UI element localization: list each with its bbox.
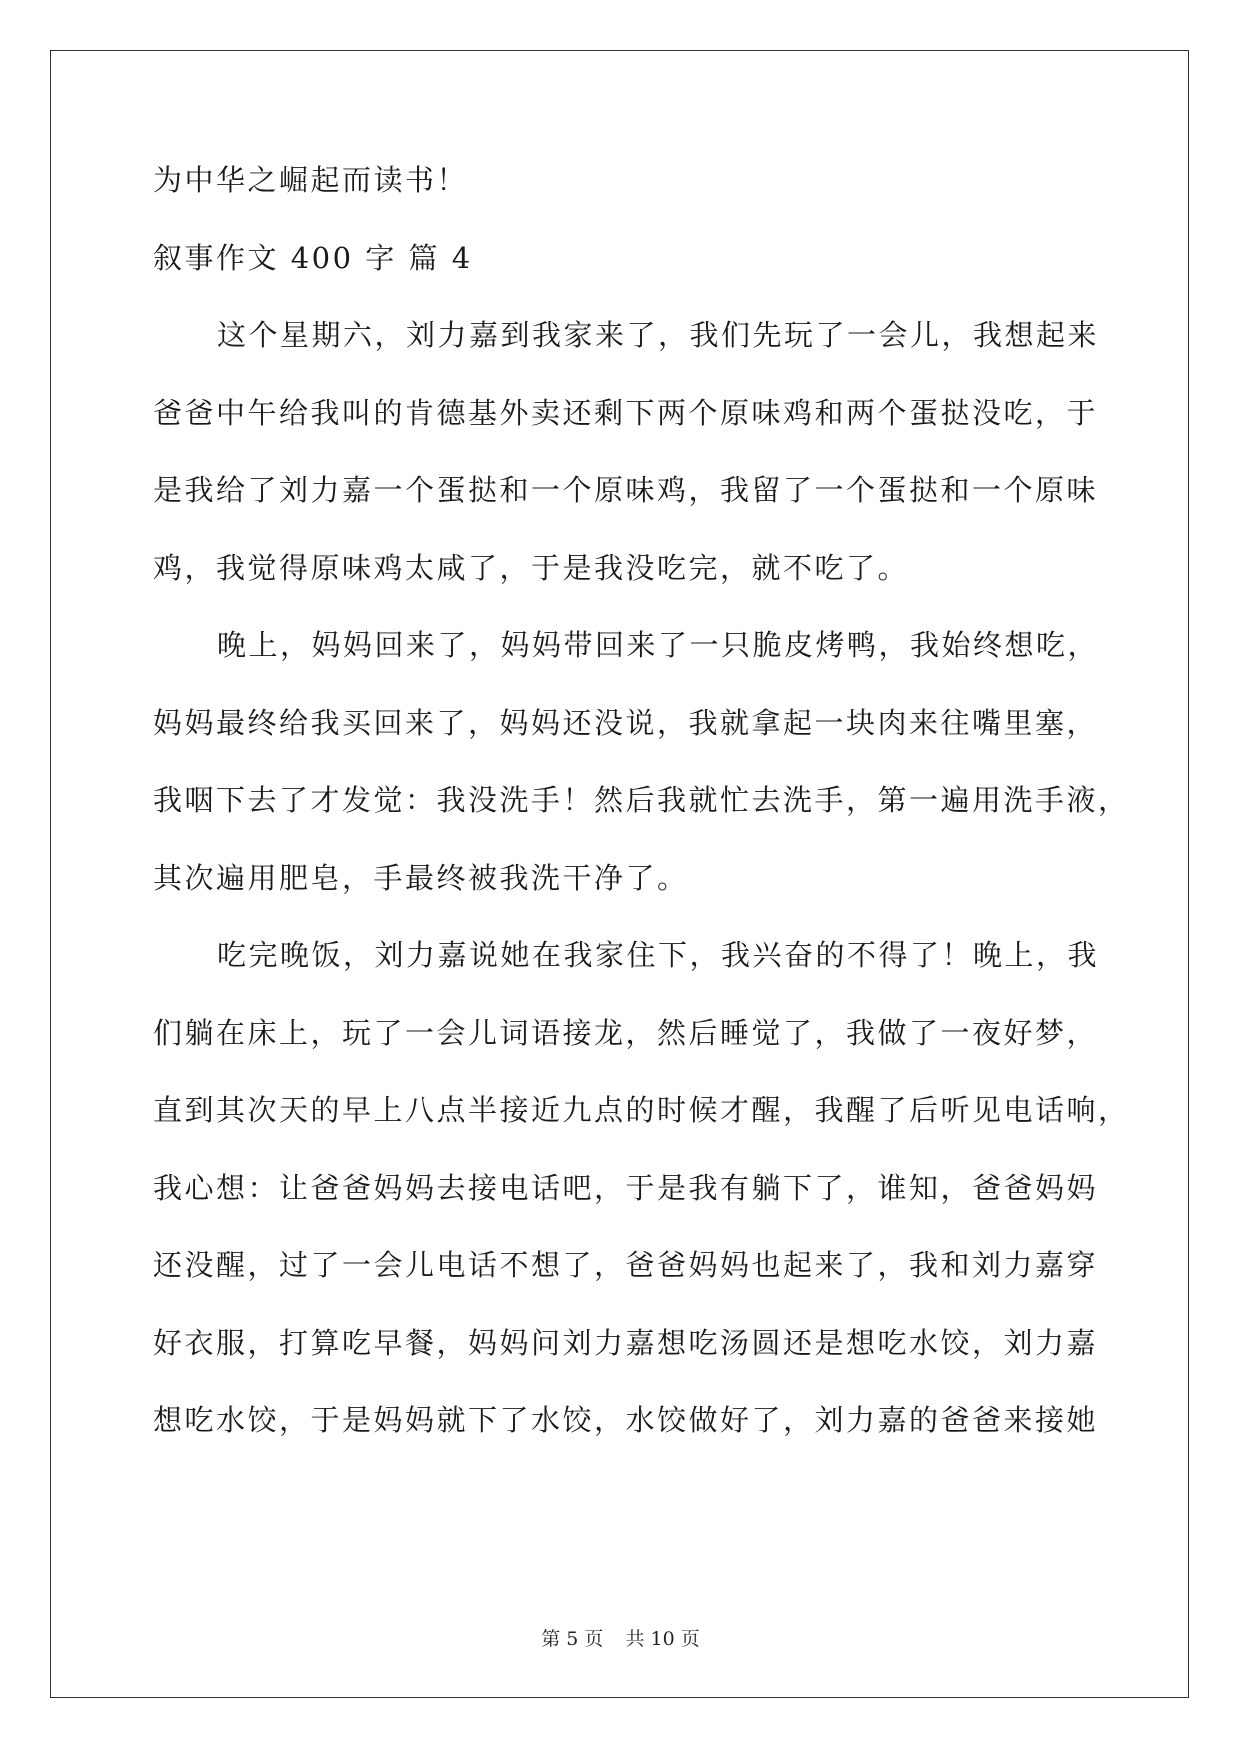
- page-footer: [0, 1624, 1241, 1651]
- page-number: 第 5 页: [541, 1628, 604, 1650]
- paragraph-3-line: 直到其次天的早上八点半接近九点的时候才醒，我醒了后听见电话响，: [153, 1093, 1130, 1127]
- paragraph-2-line: 我咽下去了才发觉：我没洗手！然后我就忙去洗手，第一遍用洗手液，: [153, 783, 1130, 817]
- paragraph-3-line: 好衣服，打算吃早餐，妈妈问刘力嘉想吃汤圆还是想吃水饺，刘力嘉: [153, 1325, 1099, 1360]
- paragraph-3-line: 想吃水饺，于是妈妈就下了水饺，水饺做好了，刘力嘉的爸爸来接她: [153, 1403, 1099, 1437]
- paragraph-2-line: 晚上，妈妈回来了，妈妈带回来了一只脆皮烤鸭，我始终想吃，: [217, 628, 1100, 662]
- page-total: 共 10 页: [625, 1628, 700, 1650]
- paragraph-3-line: 我心想：让爸爸妈妈去接电话吧，于是我有躺下了，谁知，爸爸妈妈: [153, 1170, 1099, 1205]
- section-heading: 叙事作文 400 字 篇 4: [153, 240, 473, 275]
- paragraph-3-line: 们躺在床上，玩了一会儿词语接龙，然后睡觉了，我做了一夜好梦，: [153, 1015, 1099, 1050]
- paragraph-3-line: 还没醒，过了一会儿电话不想了，爸爸妈妈也起来了，我和刘力嘉穿: [153, 1248, 1099, 1282]
- paragraph-1-line: 鸡，我觉得原味鸡太咸了，于是我没吃完，就不吃了。: [153, 550, 910, 585]
- paragraph-1-line: 是我给了刘力嘉一个蛋挞和一个原味鸡，我留了一个蛋挞和一个原味: [153, 473, 1099, 507]
- paragraph-1-line: 爸爸中午给我叫的肯德基外卖还剩下两个原味鸡和两个蛋挞没吃，于: [153, 395, 1099, 430]
- paragraph-3-line: 吃完晚饭，刘力嘉说她在我家住下，我兴奋的不得了！晚上，我: [217, 938, 1100, 972]
- document-body: [153, 160, 1130, 1478]
- text-line: 为中华之崛起而读书！: [153, 163, 469, 197]
- paragraph-2-line: 其次遍用肥皂，手最终被我洗干净了。: [153, 860, 689, 895]
- paragraph-1-line: 这个星期六，刘力嘉到我家来了，我们先玩了一会儿，我想起来: [217, 318, 1100, 352]
- paragraph-2-line: 妈妈最终给我买回来了，妈妈还没说，我就拿起一块肉来往嘴里塞，: [153, 705, 1099, 740]
